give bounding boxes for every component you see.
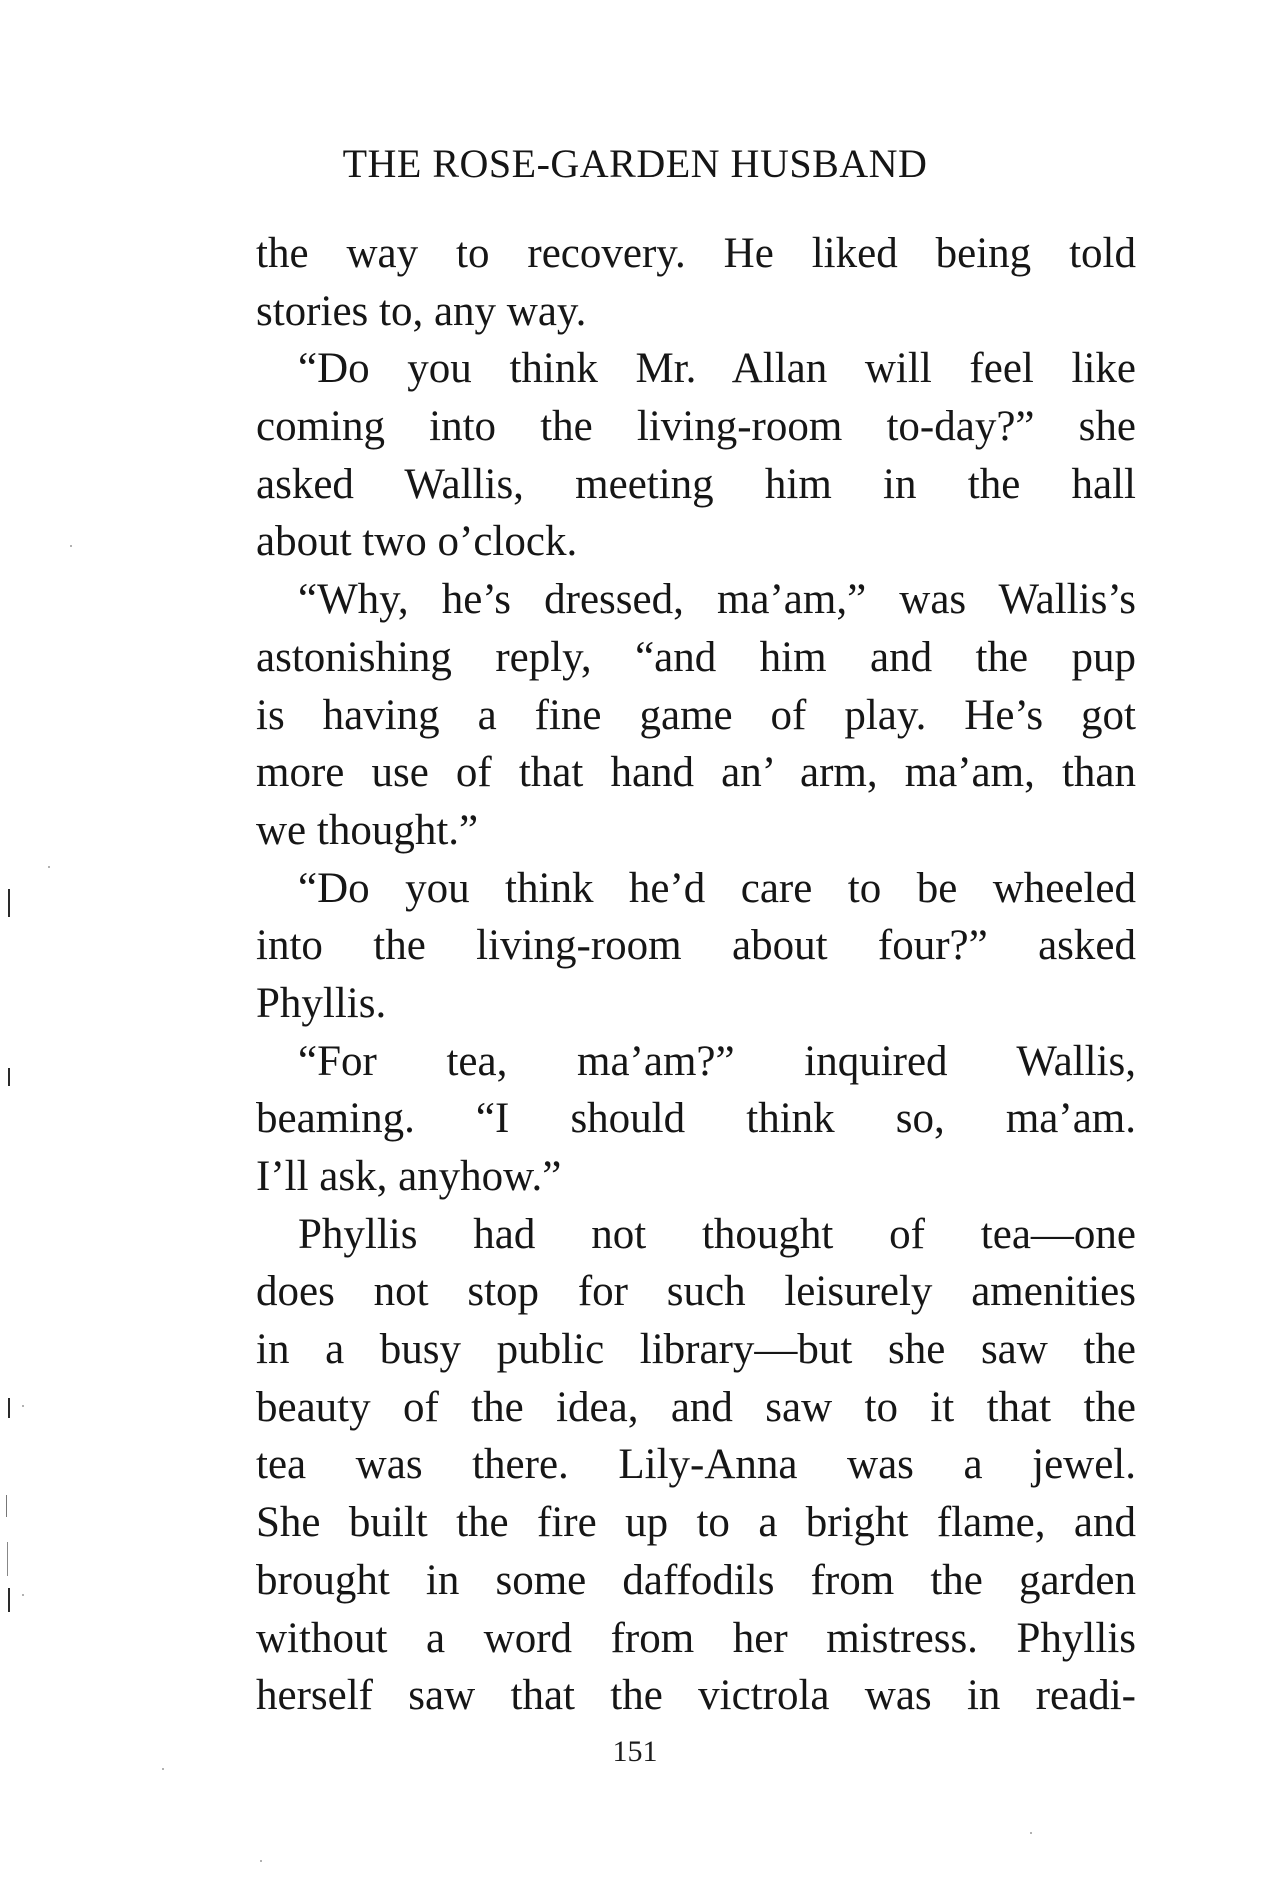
scan-mark xyxy=(7,1542,8,1576)
text-line: without a word from her mistress. Phyllis xyxy=(256,1614,1136,1662)
scan-mark xyxy=(8,1068,10,1086)
text-line: Phyllis. xyxy=(256,979,387,1027)
text-line: about two o’clock. xyxy=(256,518,578,566)
body-text xyxy=(256,225,1136,1725)
scan-mark xyxy=(8,889,10,917)
text-line: beaming. “I should think so, ma’am. xyxy=(256,1095,1136,1143)
running-head: THE ROSE-GARDEN HUSBAND xyxy=(342,141,928,186)
scan-speck xyxy=(162,1768,164,1770)
text-line: coming into the living-room to-day?” she xyxy=(256,403,1136,451)
scan-speck xyxy=(22,1594,24,1596)
text-line: the way to recovery. He liked being told xyxy=(256,230,1136,277)
text-line: in a busy public library—but she saw the xyxy=(256,1326,1136,1374)
text-line: She built the fire up to a bright flame, and xyxy=(256,1499,1136,1547)
text-line: “Do you think Mr. Allan will feel like xyxy=(298,345,1136,393)
text-line: “For tea, ma’am?” inquired Wallis, xyxy=(298,1037,1136,1085)
text-line: into the living-room about four?” asked xyxy=(256,922,1136,970)
text-line: tea was there. Lily-Anna was a jewel. xyxy=(256,1441,1136,1489)
text-line: does not stop for such leisurely amenities xyxy=(256,1268,1136,1316)
scan-speck xyxy=(48,866,50,868)
scan-mark xyxy=(8,1588,10,1612)
scan-mark xyxy=(6,1495,7,1517)
text-line: Phyllis had not thought of tea—one xyxy=(298,1210,1136,1258)
scan-mark xyxy=(8,1398,10,1418)
scan-speck xyxy=(1030,1832,1032,1834)
text-line: brought in some daffodils from the garden xyxy=(256,1556,1136,1604)
text-line: I’ll ask, anyhow.” xyxy=(256,1153,562,1200)
page-number: 151 xyxy=(612,1735,658,1768)
scan-speck xyxy=(70,545,72,547)
scan-speck xyxy=(260,1860,262,1862)
text-line: stories to, any way. xyxy=(256,287,587,335)
text-line: astonishing reply, “and him and the pup xyxy=(256,633,1136,681)
text-line: is having a fine game of play. He’s got xyxy=(256,691,1136,739)
scan-speck xyxy=(22,1405,24,1407)
text-line: “Why, he’s dressed, ma’am,” was Wallis’s xyxy=(298,576,1136,624)
text-line: more use of that hand an’ arm, ma’am, than xyxy=(256,749,1136,797)
text-line: asked Wallis, meeting him in the hall xyxy=(256,460,1136,508)
text-line: we thought.” xyxy=(256,806,479,854)
text-line: beauty of the idea, and saw to it that the xyxy=(256,1383,1136,1431)
text-line: herself saw that the victrola was in readi- xyxy=(256,1672,1136,1720)
text-line: “Do you think he’d care to be wheeled xyxy=(298,864,1136,912)
